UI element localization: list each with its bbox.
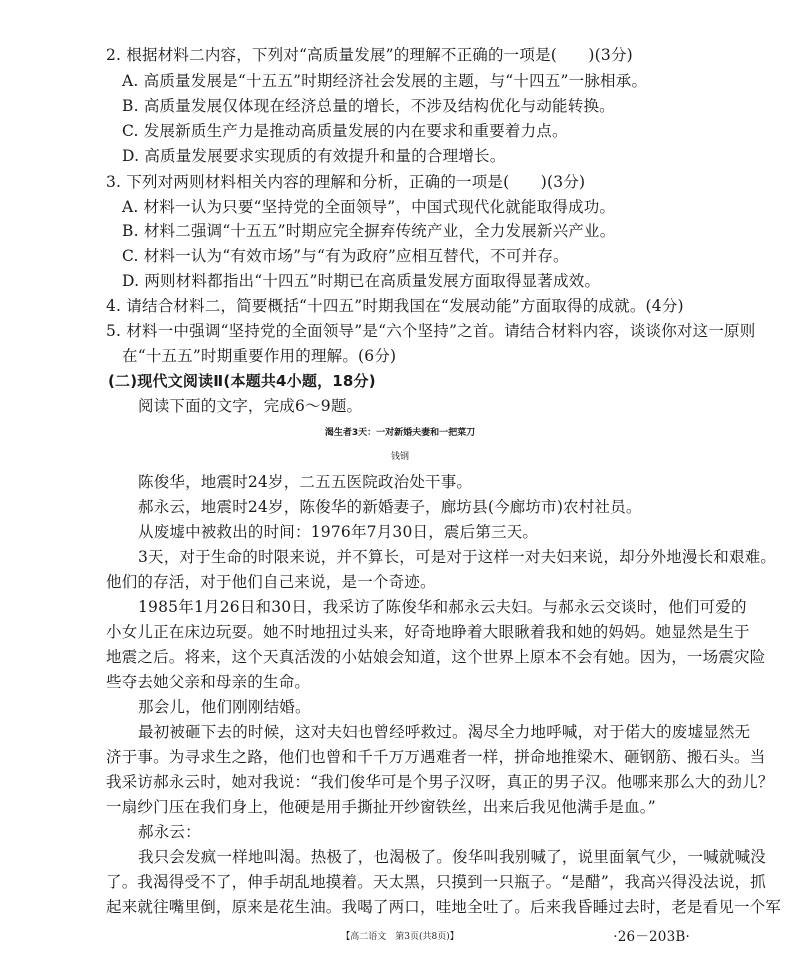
passage-line: 了。我渴得受不了，伸手胡乱地摸着。天太黑，只摸到一只瓶子。“是醋”，我高兴得没法说，抓 <box>106 873 766 891</box>
question-5-line-1: 5. 材料一中强调“坚持党的全面领导”是“六个坚持”之首。请结合材料内容，谈谈你对这一原则 <box>106 322 756 340</box>
passage-line: 我采访郝永云时，她对我说：“我们俊华可是个男子汉呀，真正的男子汉。他哪来那么大的劲儿？ <box>106 773 774 791</box>
passage-line: 3天，对于生命的时限来说，并不算长，可是对于这样一对夫妇来说，却分外地漫长和艰难。 <box>138 548 777 566</box>
question-2-option-a: A. 高质量发展是“十五五”时期经济社会发展的主题，与“十四五”一脉相承。 <box>122 72 648 90</box>
question-2-option-d: D. 高质量发展要求实现质的有效提升和量的合理增长。 <box>122 147 506 165</box>
passage-line: 起来就往嘴里倒，原来是花生油。我喝了两口，哇地全吐了。后来我昏睡过去时，老是看见一个军 <box>106 898 782 916</box>
page-footer-code: ·26－203B· <box>613 929 690 945</box>
section-heading: (二)现代文阅读Ⅱ(本题共4小题，18分) <box>108 372 376 390</box>
article-author: 钱钢 <box>390 452 409 462</box>
passage-line: 最初被砸下去的时候，这对夫妇也曾经呼救过。渴尽全力地呼喊，对于偌大的废墟显然无 <box>138 723 751 741</box>
question-4: 4. 请结合材料二，简要概括“十四五”时期我国在“发展动能”方面取得的成就。(4分) <box>106 297 684 315</box>
passage-line: 那会儿，他们刚刚结婚。 <box>138 698 311 716</box>
passage-line: 郝永云： <box>138 823 201 841</box>
passage-line: 地震之后。将来，这个天真活泼的小姑娘会知道，这个世界上原本不会有她。因为，一场震灾险 <box>106 648 766 666</box>
question-3-option-c: C. 材料一认为“有效市场”与“有为政府”应相互替代，不可并存。 <box>122 247 569 265</box>
question-3-option-d: D. 两则材料都指出“十四五”时期已在高质量发展方面取得显著成效。 <box>122 272 601 290</box>
passage-line: 济于事。为寻求生之路，他们也曾和千千万万遇难者一样，拼命地推梁木、砸钢筋、搬石头。当 <box>106 748 766 766</box>
question-3-stem: 3. 下列对两则材料相关内容的理解和分析，正确的一项是( )(3分) <box>106 173 586 191</box>
passage-line: 陈俊华，地震时24岁，二五五医院政治处干事。 <box>138 473 473 491</box>
question-3-option-b: B. 材料二强调“十五五”时期应完全摒弃传统产业，全力发展新兴产业。 <box>122 222 616 240</box>
question-3-option-a: A. 材料一认为只要“坚持党的全面领导”，中国式现代化就能取得成功。 <box>122 198 616 216</box>
passage-line: 我只会发疯一样地叫渴。热极了，也渴极了。俊华叫我别喊了，说里面氧气少，一喊就喊没 <box>138 848 767 866</box>
passage-line: 1985年1月26日和30日，我采访了陈俊华和郝永云夫妇。与郝永云交谈时，他们可爱的 <box>138 598 747 616</box>
question-2-option-c: C. 发展新质生产力是推动高质量发展的内在要求和重要着力点。 <box>122 122 568 140</box>
page-footer-label: 【高二语文 第3页(共8页)】 <box>341 932 459 942</box>
passage-line: 些夺去她父亲和母亲的生命。 <box>106 673 311 691</box>
question-5-line-2: 在“十五五”时期重要作用的理解。(6分) <box>122 347 397 365</box>
question-2-stem: 2. 根据材料二内容，下列对“高质量发展”的理解不正确的一项是( )(3分) <box>106 46 633 64</box>
passage-line: 他们的存活，对于他们自己来说，是一个奇迹。 <box>106 573 436 591</box>
passage-line: 一扇纱门压在我们身上，他硬是用手撕扯开纱窗铁丝，出来后我见他满手是血。” <box>106 798 656 816</box>
article-title: 渴生者3天：一对新婚夫妻和一把菜刀 <box>324 428 476 438</box>
passage-line: 从废墟中被救出的时间：1976年7月30日，震后第三天。 <box>138 523 539 541</box>
question-2-option-b: B. 高质量发展仅体现在经济总量的增长，不涉及结构优化与动能转换。 <box>122 97 615 115</box>
passage-line: 郝永云，地震时24岁，陈俊华的新婚妻子，廊坊县(今廊坊市)农村社员。 <box>138 498 642 516</box>
passage-line: 小女儿正在床边玩耍。她不时地扭过头来，好奇地睁着大眼瞅着我和她的妈妈。她显然是生于 <box>106 623 750 641</box>
section-instruction: 阅读下面的文字，完成6～9题。 <box>138 397 363 415</box>
